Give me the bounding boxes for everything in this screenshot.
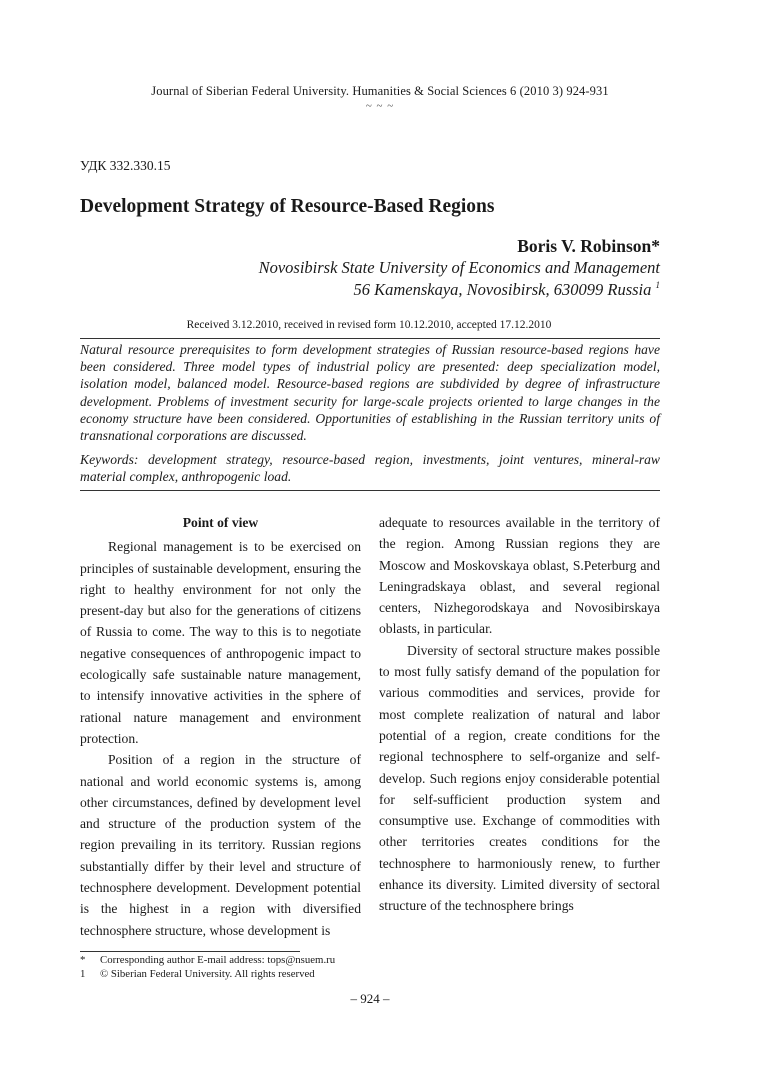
footnote-text: Corresponding author E-mail address: tops@nsuem.ru [100,954,336,966]
affiliation-footnote-mark: 1 [655,280,660,290]
footnote-rule [80,951,300,952]
article-title: Development Strategy of Resource-Based Regions [80,196,495,217]
footnote-corresponding-author [80,954,335,967]
section-heading: Point of view [182,515,259,530]
abstract-top-rule [80,338,660,339]
header-ornament: ~ ~ ~ [365,100,395,112]
journal-header: Journal of Siberian Federal University. Humanities & Social Sciences 6 (2010 3) 924-931 [151,84,609,98]
paragraph: Position of a region in the structure of national and world economic systems is, among other circumstances, defined by development level and structure of the production system of the region prevailing in its territory. Russian regions substantially differ by their level and structure of technosphere development. Development potential is the highest in a region with diversified technosphere structure, whose development is [80,752,361,938]
page-number: – 924 – [350,991,390,1006]
abstract-bottom-rule [80,490,660,491]
affiliation-address: 56 Kamenskaya, Novosibirsk, 630099 Russia [353,280,652,299]
affiliation-line-1: Novosibirsk State University of Economics and Management [258,258,660,277]
paragraph: adequate to resources available in the territory of the region. Among Russian regions they are Moscow and Moskovskaya oblast, S.Peterburg and Leningradskaya oblast, and several regional centers, Nizhegorodskaya and Novosibirskaya oblasts, in particular. [379,515,660,637]
footnote-copyright [80,968,315,981]
footnote-mark: 1 [80,968,86,980]
udk-code: УДК 332.330.15 [80,158,171,173]
body-column-left [80,512,361,941]
footnote-text: © Siberian Federal University. All rights reserved [100,968,315,980]
body-column-right [379,512,660,917]
author-name: Boris V. Robinson* [517,236,660,256]
keywords-text: Keywords: development strategy, resource-based region, investments, joint ventures, mineral-raw material complex, anthropogenic load. [80,452,660,485]
paragraph: Regional management is to be exercised on principles of sustainable development, ensuring the right to healthy environment for not only the present-day but also for the generations of citizens of Russia to come. The way to this is to negotiate negative consequences of anthropogenic impact to ecologically safe sustainable nature management, to intensify innovative activities in the sphere of rational nature management and environment protection. [80,539,361,746]
abstract-text: Natural resource prerequisites to form development strategies of Russian resource-based regions have been considered. Three model types of industrial policy are presented: deep specialization model, isolation model, balanced model. Resource-based regions are subdivided by degree of infrastructure development. Problems of investment security for large-scale projects oriented to large changes in the economy structure have been considered. Opportunities of establishing in the Russian territory units of transnational corporations are discussed. [80,342,660,444]
received-dates: Received 3.12.2010, received in revised form 10.12.2010, accepted 17.12.2010 [186,319,552,331]
footnote-mark: * [80,954,86,966]
affiliation-line-2 [353,280,660,300]
paragraph: Diversity of sectoral structure makes possible to most fully satisfy demand of the population for various commodities and services, provide for most complete realization of natural and labor potential of a region, create conditions for the regional technosphere to self-organize and self-develop. Such regions enjoy considerable potential for self-sufficient production system and consumptive use. Exchange of commodities with other territories creates conditions for the technosphere to harmoniously renew, to further enhance its diversity. Limited diversity of sectoral structure of the technosphere brings [379,642,660,914]
